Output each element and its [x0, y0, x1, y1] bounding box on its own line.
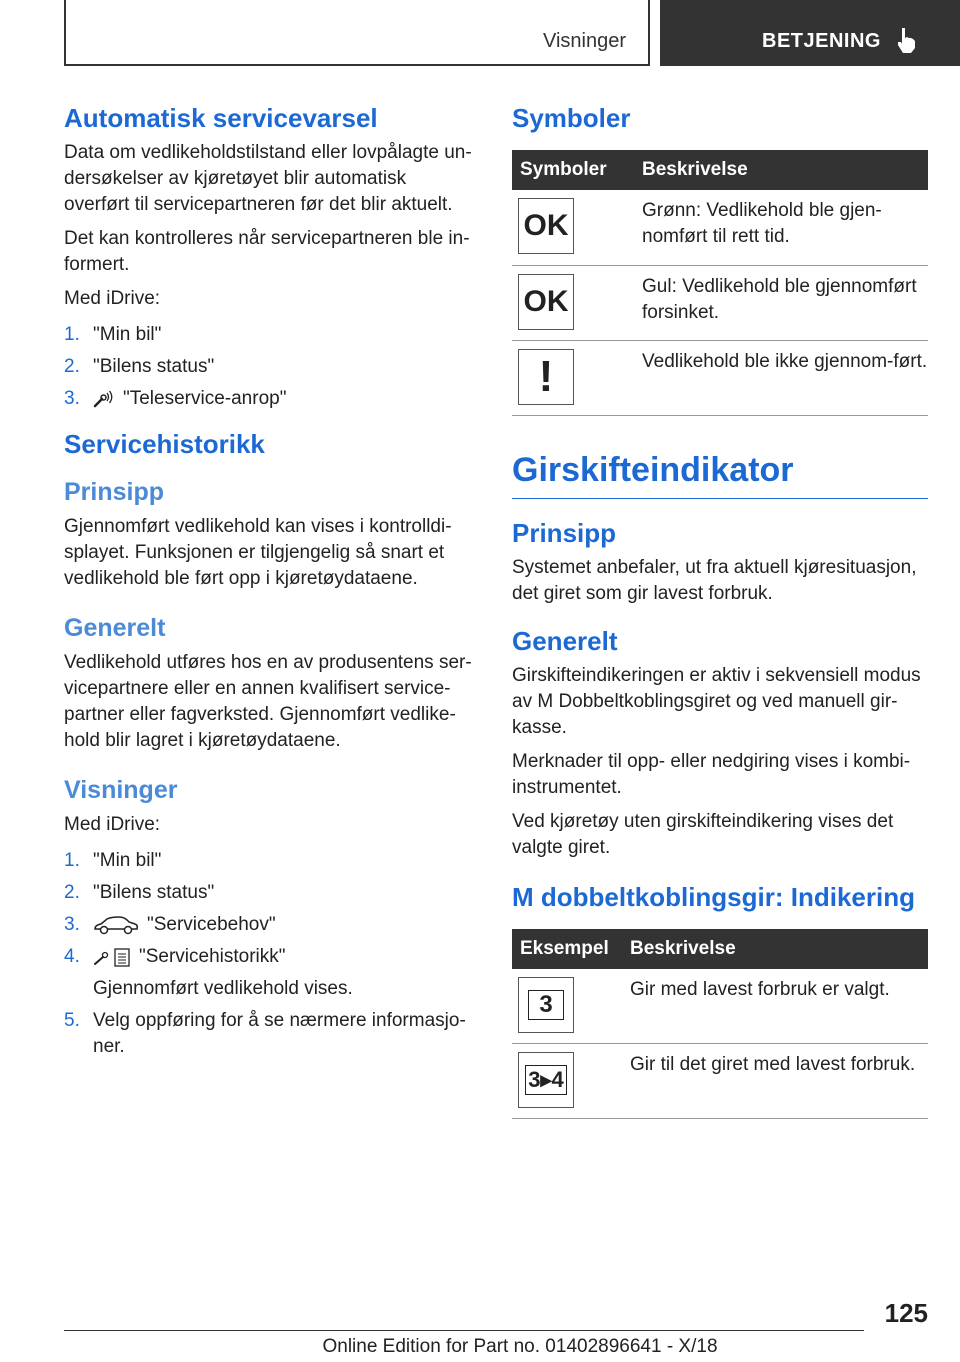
paragraph: Med iDrive:: [64, 288, 161, 309]
paragraph: Gjennomført vedlikehold kan vises i kontrolldi-splayet. Funksjonen er tilgjengelig så snart et vedlikehold ble ført opp i kjøretøydataene.: [64, 516, 452, 589]
step-text: "Teleservice-anrop": [123, 388, 287, 409]
table-row: [512, 969, 928, 1044]
header-chapter-label: BETJENING: [762, 30, 881, 52]
table-cell: Gir til det giret med lavest forbruk.: [622, 1044, 928, 1119]
step-number: 4.: [64, 946, 80, 967]
paragraph: Vedlikehold utføres hos en av produsentens ser-vicepartnere eller en annen kvalifisert service-partner eller fagverksted. Gjennomført vedlike-hold blir lagret i kjøretøydataene.: [64, 652, 472, 751]
paragraph: Systemet anbefaler, ut fra aktuell kjøresituasjon, det giret som gir lavest forbruk.: [512, 556, 917, 604]
table-header-row: [512, 150, 928, 190]
paragraph: Merknader til opp- eller nedgiring vises i kombi-instrumentet.: [512, 750, 911, 798]
gear-indication-table: [512, 929, 928, 1120]
table-cell: Gir med lavest forbruk er valgt.: [622, 969, 928, 1044]
steps-list: [64, 322, 476, 412]
gear-shift-3-to-4-icon: [518, 1052, 574, 1108]
table-header-row: [512, 929, 928, 969]
step-subtext: Gjennomført vedlikehold vises.: [93, 978, 353, 999]
paragraph: Med iDrive:: [64, 814, 161, 835]
symbols-table: [512, 150, 928, 416]
table-row: [512, 190, 928, 265]
step-text: "Servicebehov": [147, 914, 276, 935]
heading-girskifteindikator: Girskifteindikator: [512, 446, 928, 499]
heading-visninger: Visninger: [64, 776, 178, 804]
table-row: [512, 340, 928, 415]
exclamation-symbol-icon: !: [518, 349, 574, 405]
heading-prinsipp: Prinsipp: [512, 517, 617, 548]
steps-list: [64, 848, 476, 1060]
step-number: 3.: [64, 388, 80, 409]
list-item: [64, 912, 476, 938]
step-text: "Min bil": [93, 324, 162, 345]
table-cell: Grønn: Vedlikehold ble gjen-nomført til rett tid.: [634, 190, 928, 265]
left-column: [64, 100, 476, 1066]
paragraph: Ved kjøretøy uten girskifteindikering vises det valgte giret.: [512, 810, 894, 858]
list-item: [64, 880, 476, 906]
gear-label: 3▸4: [525, 1065, 567, 1095]
step-number: 2.: [64, 356, 80, 377]
list-item: [64, 1008, 476, 1060]
footer-divider: [64, 1330, 864, 1331]
heading-servicehistorikk: Servicehistorikk: [64, 429, 265, 459]
header-section-box: [64, 0, 650, 66]
table-cell: [512, 1044, 622, 1119]
ok-symbol-icon: OK: [518, 198, 574, 254]
heading-m-dobbeltkoblingsgir: M dobbeltkoblingsgir: Indikering: [512, 881, 915, 912]
right-column: [512, 100, 928, 1119]
list-item: [64, 386, 476, 412]
step-number: 3.: [64, 914, 80, 935]
step-number: 2.: [64, 882, 80, 903]
table-cell: [512, 340, 634, 415]
wrench-calendar-icon: [93, 946, 131, 968]
car-icon: [93, 915, 139, 935]
paragraph: Det kan kontrolleres når servicepartneren ble in-formert.: [64, 228, 470, 275]
paragraph: Data om vedlikeholdstilstand eller lovpålagte un-dersøkelser av kjøretøyet blir automatisk overført til servicepartneren før det blir aktuelt.: [64, 142, 472, 215]
paragraph: Girskifteindikeringen er aktiv i sekvensiell modus av M Dobbeltkoblingsgiret og ved manuell gir-kasse.: [512, 664, 921, 738]
step-text: "Servicehistorikk": [139, 946, 286, 967]
header-chapter-tab: [660, 0, 960, 66]
table-header-cell: Beskrivelse: [622, 929, 928, 969]
step-text: "Bilens status": [93, 882, 215, 903]
table-cell: [512, 265, 634, 340]
table-cell: [512, 190, 634, 265]
header-section-title: Visninger: [542, 30, 626, 52]
list-item: [64, 944, 476, 1002]
wrench-signal-icon: [93, 390, 115, 408]
step-text: Velg oppføring for å se nærmere informasjo-ner.: [93, 1010, 466, 1057]
heading-generelt: Generelt: [64, 614, 166, 642]
list-item: [64, 322, 476, 348]
step-text: "Bilens status": [93, 356, 215, 377]
step-number: 1.: [64, 850, 80, 871]
table-cell: Vedlikehold ble ikke gjennom-ført.: [634, 340, 928, 415]
step-text: "Min bil": [93, 850, 162, 871]
table-header-cell: Beskrivelse: [634, 150, 928, 190]
hand-pointer-icon: [894, 26, 918, 54]
heading-automatisk-servicevarsel: Automatisk servicevarsel: [64, 103, 378, 133]
table-cell: Gul: Vedlikehold ble gjennomført forsinket.: [634, 265, 928, 340]
heading-generelt: Generelt: [512, 625, 618, 656]
table-row: [512, 1044, 928, 1119]
step-number: 5.: [64, 1010, 80, 1031]
list-item: [64, 354, 476, 380]
table-cell: [512, 969, 622, 1044]
heading-symboler: Symboler: [512, 103, 631, 133]
list-item: [64, 848, 476, 874]
gear-3-symbol-icon: [518, 977, 574, 1033]
table-header-cell: Symboler: [512, 150, 634, 190]
step-number: 1.: [64, 324, 80, 345]
footer-edition: Online Edition for Part no. 01402896641 - X/18: [322, 1336, 718, 1357]
page-number: 125: [884, 1298, 928, 1328]
page-header: [0, 0, 960, 66]
table-header-cell: Eksempel: [512, 929, 622, 969]
table-row: [512, 265, 928, 340]
gear-label: 3: [528, 990, 563, 1020]
heading-prinsipp: Prinsipp: [64, 478, 165, 506]
ok-symbol-icon: OK: [518, 274, 574, 330]
